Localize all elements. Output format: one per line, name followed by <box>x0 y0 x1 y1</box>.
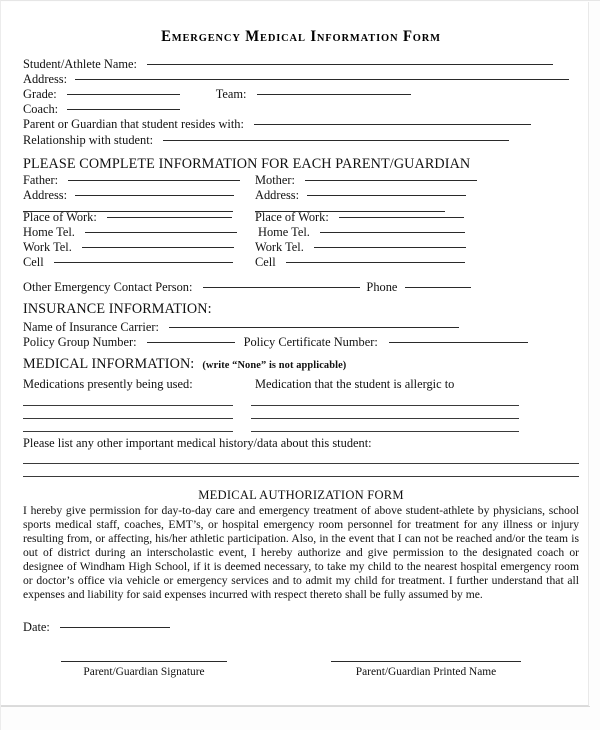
student-name-input[interactable] <box>147 64 553 65</box>
father-address-input[interactable] <box>75 195 234 196</box>
father-work-tel-label: Work Tel. <box>23 239 72 254</box>
emergency-contact-row <box>23 280 579 295</box>
policy-certificate-label: Policy Certificate Number: <box>243 335 378 350</box>
page-bottom-divider <box>1 706 590 707</box>
medical-information-heading: MEDICAL INFORMATION: <box>23 356 195 373</box>
mother-name-row <box>255 173 579 188</box>
mother-address-row <box>255 188 579 203</box>
parent-resides-label: Parent or Guardian that student resides with: <box>23 117 244 132</box>
coach-label: Coach: <box>23 102 59 117</box>
mother-name-input[interactable] <box>305 180 477 181</box>
medications-lines-row-2 <box>23 418 579 419</box>
father-place-of-work-input[interactable] <box>107 217 232 218</box>
father-address-label: Address: <box>23 187 68 202</box>
signature-label: Parent/Guardian Signature <box>83 666 205 679</box>
mother-cell-input[interactable] <box>286 262 465 263</box>
grade-team-row <box>23 87 579 102</box>
medications-lines-row-1 <box>23 405 579 406</box>
mother-home-tel-input[interactable] <box>320 232 465 233</box>
mother-place-of-work-row <box>255 210 579 225</box>
date-label: Date: <box>23 620 50 635</box>
printed-name-label: Parent/Guardian Printed Name <box>355 666 497 679</box>
authorization-heading: MEDICAL AUTHORIZATION FORM <box>198 487 404 502</box>
relationship-label: Relationship with student: <box>23 132 154 147</box>
medications-lines-row-3 <box>23 431 579 432</box>
insurance-carrier-input[interactable] <box>169 327 459 328</box>
father-column <box>23 173 255 271</box>
coach-input[interactable] <box>67 109 180 110</box>
insurance-heading: INSURANCE INFORMATION: <box>23 301 212 318</box>
medications-used-line-3[interactable] <box>23 431 233 432</box>
father-home-tel-label: Home Tel. <box>23 224 75 239</box>
grade-label: Grade: <box>23 87 57 102</box>
father-cell-label: Cell <box>23 255 44 270</box>
relationship-input[interactable] <box>163 140 509 141</box>
medications-labels-row <box>23 377 579 392</box>
insurance-carrier-row <box>23 320 579 335</box>
date-row <box>23 620 579 635</box>
form-sheet <box>1 2 589 706</box>
student-address-label: Address: <box>23 72 68 87</box>
parent-guardian-heading: PLEASE COMPLETE INFORMATION FOR EACH PARENT/GUARDIAN <box>23 155 471 172</box>
medical-history-row <box>23 436 579 451</box>
page-title: Emergency Medical Information Form <box>161 28 441 45</box>
mother-work-tel-input[interactable] <box>314 247 466 248</box>
student-name-row <box>23 57 579 72</box>
mother-label: Mother: <box>255 172 295 187</box>
father-home-tel-input[interactable] <box>85 232 237 233</box>
student-information-section <box>23 57 579 148</box>
team-input[interactable] <box>257 94 411 95</box>
parent-guardian-section <box>23 173 579 271</box>
signature-area <box>23 661 579 695</box>
mother-address-row-2 <box>255 203 579 204</box>
father-place-of-work-label: Place of Work: <box>23 209 97 224</box>
father-name-input[interactable] <box>68 180 240 181</box>
emergency-contact-phone-input[interactable] <box>405 287 471 288</box>
policy-numbers-row <box>23 335 579 350</box>
student-name-label: Student/Athlete Name: <box>23 57 137 72</box>
mother-address-label: Address: <box>255 187 300 202</box>
medical-information-heading-row <box>23 355 579 375</box>
mother-cell-row <box>255 255 579 270</box>
authorization-body: I hereby give permission for day-to-day care and emergency treatment of above student-athlete by physicians, school sports medical staff, coaches, EMT’s, or hospital emergency room personnel for treatment for any illness or injury resulting from, or affecting, his/her athletic participation. Also, in the event that I can not be reached and/or the team is out of district during an interscholastic event, I hereby authorize and give permission to the designated coach or designee of Windham High School, if it is deemed necessary, to take my child to the nearest hospital emergency room or doctor’s office via vehicle or emergency services and to admit my child for treatment. I further understand that all expenses and liability for said expenses incurred with respect thereto shall be fully assumed by me. <box>23 503 579 602</box>
insurance-carrier-label: Name of Insurance Carrier: <box>23 320 159 335</box>
father-address-row-2 <box>23 203 255 204</box>
father-label: Father: <box>23 172 59 187</box>
team-label: Team: <box>215 87 247 102</box>
mother-home-tel-label: Home Tel. <box>258 224 310 239</box>
medical-history-line-1[interactable] <box>23 463 579 464</box>
medications-used-line-1[interactable] <box>23 405 233 406</box>
medications-allergic-label: Medication that the student is allergic to <box>255 377 455 392</box>
mother-cell-label: Cell <box>255 255 276 270</box>
medications-used-line-2[interactable] <box>23 418 233 419</box>
emergency-contact-phone-label: Phone <box>366 280 398 295</box>
printed-name-input[interactable] <box>331 661 521 662</box>
date-input[interactable] <box>60 627 170 628</box>
father-address-input-2[interactable] <box>23 211 233 212</box>
signature-input[interactable] <box>61 661 227 662</box>
medical-history-label: Please list any other important medical history/data about this student: <box>23 435 372 450</box>
father-home-tel-row <box>23 225 255 240</box>
medications-allergic-line-1[interactable] <box>251 405 519 406</box>
medications-used-label: Medications presently being used: <box>23 377 193 392</box>
parent-resides-row <box>23 117 579 132</box>
emergency-contact-input[interactable] <box>203 287 360 288</box>
mother-work-tel-row <box>255 240 579 255</box>
policy-group-input[interactable] <box>147 342 235 343</box>
relationship-row <box>23 133 579 148</box>
mother-place-of-work-label: Place of Work: <box>255 209 329 224</box>
mother-home-tel-row <box>255 225 579 240</box>
father-work-tel-input[interactable] <box>82 247 234 248</box>
father-cell-input[interactable] <box>54 262 233 263</box>
father-place-of-work-row <box>23 210 255 225</box>
mother-address-input-2[interactable] <box>255 211 445 212</box>
student-address-row <box>23 72 579 87</box>
policy-group-label: Policy Group Number: <box>23 335 137 350</box>
medical-history-line-2[interactable] <box>23 476 579 477</box>
mother-column <box>255 173 579 271</box>
mother-work-tel-label: Work Tel. <box>255 239 304 254</box>
emergency-contact-label: Other Emergency Contact Person: <box>23 280 193 295</box>
medications-allergic-line-2[interactable] <box>251 418 519 419</box>
coach-row <box>23 102 579 117</box>
student-address-input[interactable] <box>75 79 569 80</box>
form-content <box>23 2 579 695</box>
signature-block-left <box>61 661 227 679</box>
medical-information-note: (write “None” is not applicable) <box>202 360 347 372</box>
father-cell-row <box>23 255 255 270</box>
grade-input[interactable] <box>67 94 180 95</box>
father-work-tel-row <box>23 240 255 255</box>
policy-certificate-input[interactable] <box>389 342 528 343</box>
father-name-row <box>23 173 255 188</box>
medications-allergic-line-3[interactable] <box>251 431 519 432</box>
signature-block-right <box>331 661 521 679</box>
mother-address-input[interactable] <box>307 195 466 196</box>
parent-resides-input[interactable] <box>254 124 531 125</box>
father-address-row <box>23 188 255 203</box>
mother-place-of-work-input[interactable] <box>339 217 464 218</box>
